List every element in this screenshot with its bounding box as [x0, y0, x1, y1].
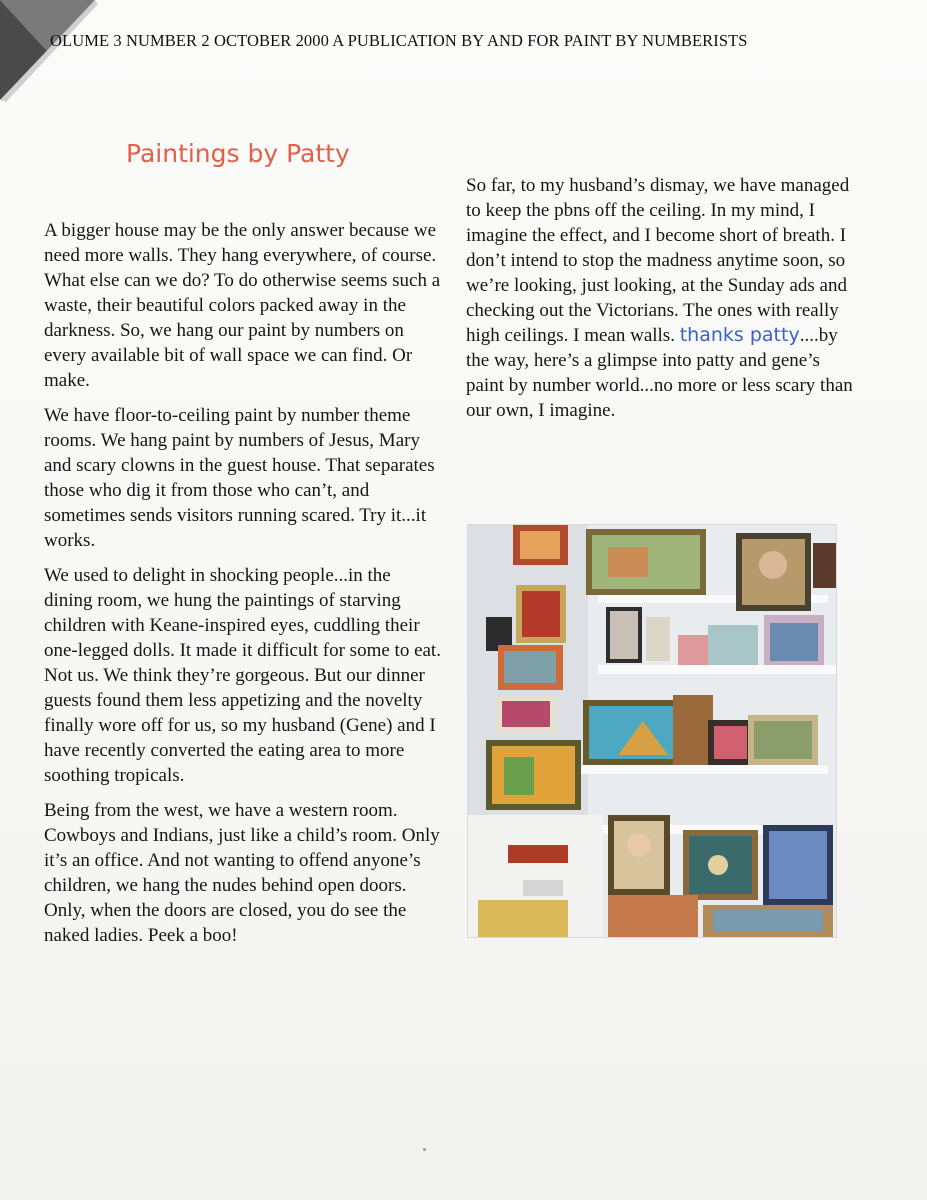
paragraph-3: We used to delight in shocking people...in the dining room, we hung the paintings of starving children with Keane-inspired eyes, cuddling their one-legged dolls. It made it difficult for some to eat. Not us. We think they’re gorgeous. But our dinner guests found them less appetizing and the novelty finally wore off for us, so my husband (Gene) and I have recently converted the eating area to more soothing tropicals. — [44, 565, 441, 786]
paper-speck — [423, 1148, 426, 1151]
masthead: OLUME 3 NUMBER 2 OCTOBER 2000 A PUBLICATION BY AND FOR PAINT BY NUMBERISTS — [50, 31, 748, 50]
page-corner-fold-icon — [0, 0, 100, 105]
thanks-patty-text: thanks patty — [679, 324, 800, 346]
paragraph-4: Being from the west, we have a western room. Cowboys and Indians, just like a child’s room. Only it’s an office. And not wanting to offend anyone’s children, we hang the nudes behind open doors. Only, when the doors are closed, you do see the naked ladies. Peek a boo! — [44, 800, 440, 946]
paragraph-2: We have floor-to-ceiling paint by number theme rooms. We hang paint by numbers of Jesus, Mary and scary clowns in the guest house. That separates those who dig it from those who can’t, and sometimes sends visitors running scared. Try it...it works. — [44, 405, 435, 551]
photo-paint-by-number-room — [468, 525, 836, 937]
photo-illustration — [468, 525, 836, 937]
paragraph-1: A bigger house may be the only answer because we need more walls. They hang everywhere, of course. What else can we do? To do otherwise seems such a waste, their beautiful colors packed away in the darkness. So, we hang our paint by numbers on every available bit of wall space we can find. Or make. — [44, 220, 441, 391]
left-column — [44, 218, 444, 958]
paragraph-5-tail: ....by the way, here’s a glimpse into patty and gene’s paint by number world...no more or less scary than our own, I imagine. — [466, 325, 853, 421]
right-column — [466, 173, 861, 433]
paragraph-5-text: So far, to my husband’s dismay, we have managed to keep the pbns off the ceiling. In my mind, I imagine the effect, and I become short of breath. I don’t intend to stop the madness anytime soon, so we’re looking, just looking, at the Sunday ads and checking out the Victorians. The ones with really high ceilings. I mean walls. — [466, 175, 850, 346]
paragraph-5 — [466, 173, 861, 423]
article-title: Paintings by Patty — [126, 139, 350, 168]
